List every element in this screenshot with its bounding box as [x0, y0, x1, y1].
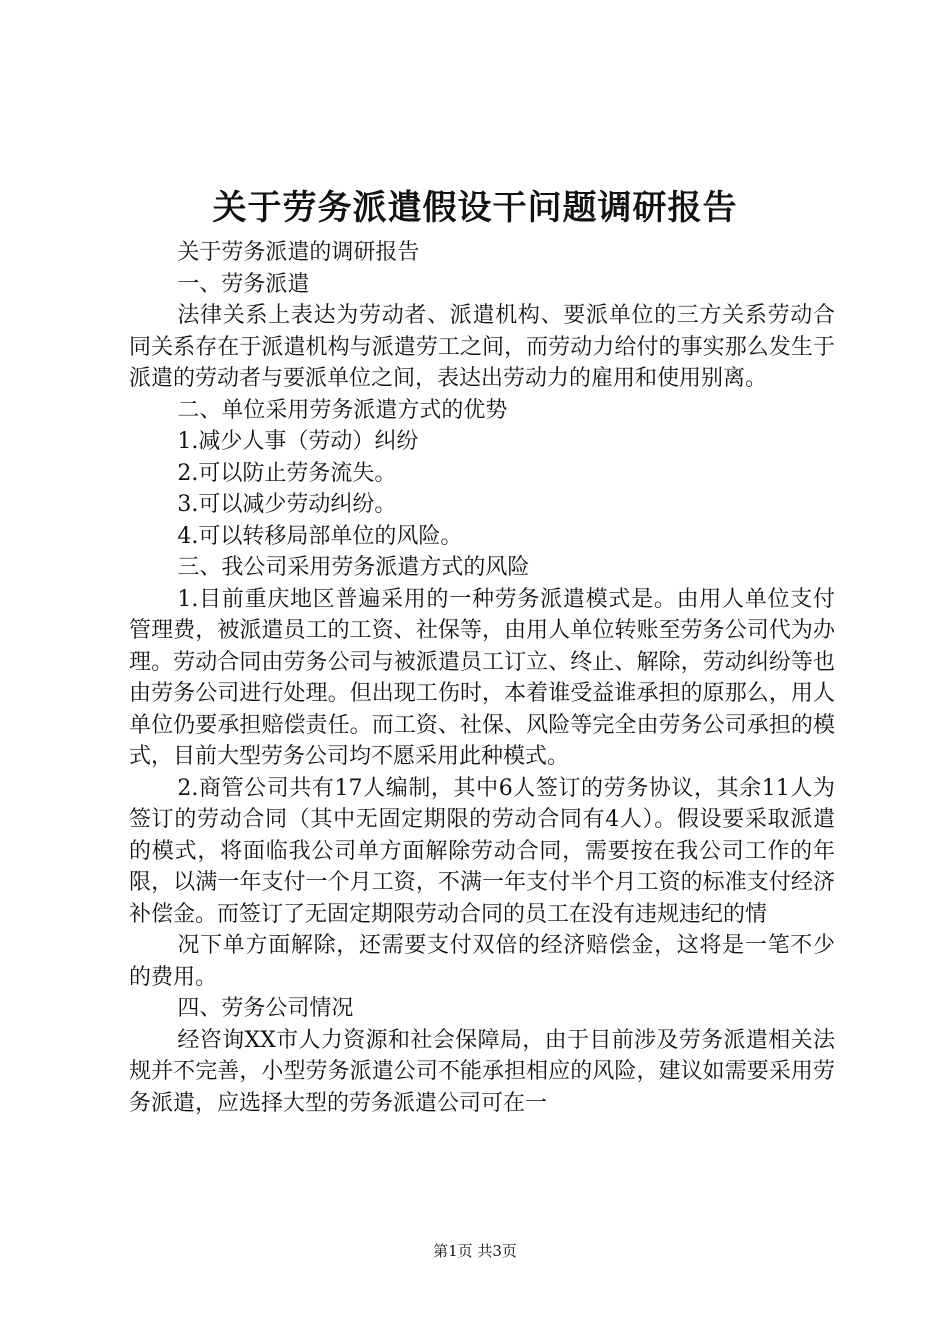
- section-heading: 二、单位采用劳务派遣方式的优势: [177, 397, 508, 423]
- paragraph: 经咨询XX市人力资源和社会保障局，由于目前涉及劳务派遣相关法规并不完善，小型劳务派遣公司不能承担相应的风险，建议如需要采用劳务派遣，应选择大型的劳务派遣公司可在一: [129, 1027, 835, 1116]
- list-item: 4.可以转移局部单位的风险。: [177, 523, 463, 549]
- list-item: 3.可以减少劳动纠纷。: [177, 492, 397, 517]
- paragraph: 况下单方面解除，还需要支付双倍的经济赔偿金，这将是一笔不少的费用。: [129, 933, 835, 990]
- list-item: 1.减少人事（劳动）纠纷: [177, 429, 419, 454]
- section-heading: 三、我公司采用劳务派遣方式的风险: [177, 555, 530, 580]
- paragraph: 法律关系上表达为劳动者、派遣机构、要派单位的三方关系劳动合同关系存在于派遣机构与派遣劳工之间，而劳动力给付的事实那么发生于派遣的劳动者与要派单位之间，表达出劳动力的雇用和使用别离。: [129, 303, 835, 391]
- section-heading: 四、劳务公司情况: [177, 996, 354, 1021]
- paragraph: 关于劳务派遣的调研报告: [177, 240, 420, 265]
- section-heading: 一、劳务派遣: [177, 271, 310, 297]
- document-title: 关于劳务派遣假设干问题调研报告: [212, 188, 738, 228]
- page-footer: 第1页 共3页: [433, 1242, 517, 1260]
- paragraph: 2.商管公司共有17人编制，其中6人签订的劳务协议，其余11人为签订的劳动合同（其中无固定期限的劳动合同有4人）。假设要采取派遣的模式，将面临我公司单方面解除劳动合同，需要按在我公司工作的年限，以满一年支付一个月工资，不满一年支付半个月工资的标准支付经济补偿金。而签订了无固定期限劳动合同的员工在没有违规违纪的情: [129, 775, 835, 927]
- list-item: 2.可以防止劳务流失。: [177, 460, 397, 486]
- paragraph: 1.目前重庆地区普遍采用的一种劳务派遣模式是。由用人单位支付管理费，被派遣员工的工资、社保等，由用人单位转账至劳务公司代为办理。劳动合同由劳务公司与被派遣员工订立、终止、解除，劳动纠纷等也由劳务公司进行处理。但出现工伤时，本着谁受益谁承担的原那么，用人单位仍要承担赔偿责任。而工资、社保、风险等完全由劳务公司承担的模式，目前大型劳务公司均不愿采用此种模式。: [129, 586, 835, 769]
- document-body: [129, 237, 835, 1119]
